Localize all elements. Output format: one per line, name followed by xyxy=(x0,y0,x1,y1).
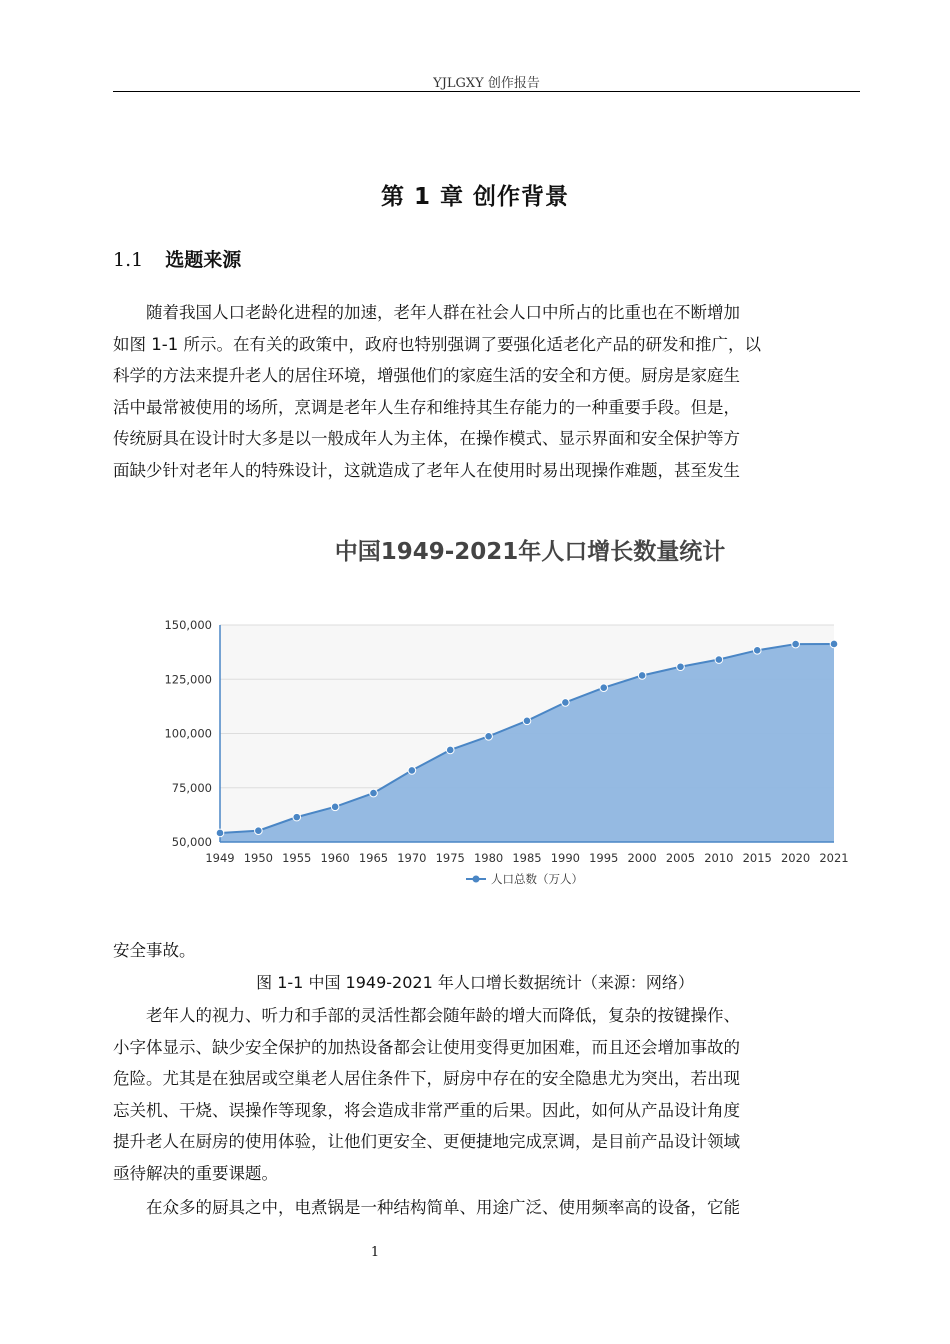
data-point xyxy=(216,829,224,837)
x-tick-label: 2010 xyxy=(704,851,734,865)
section-number: 1.1 xyxy=(113,249,144,271)
paragraph-3 xyxy=(113,1192,845,1224)
data-point xyxy=(600,684,608,692)
data-point xyxy=(638,672,646,680)
x-tick-label: 1985 xyxy=(512,851,542,865)
x-tick-label: 2015 xyxy=(742,851,772,865)
x-tick-label: 1970 xyxy=(397,851,427,865)
paragraph-1 xyxy=(113,297,845,486)
x-tick-label: 1955 xyxy=(282,851,312,865)
x-tick-label: 2005 xyxy=(665,851,696,865)
paragraph-line: 传统厨具在设计时大多是以一般成年人为主体，在操作模式、显示界面和安全保护等方 xyxy=(113,429,740,448)
x-tick-label: 1950 xyxy=(243,851,274,865)
data-point xyxy=(408,767,416,775)
data-point xyxy=(446,746,454,754)
y-tick-label: 50,000 xyxy=(171,835,212,849)
paragraph-line: 危险。尤其是在独居或空巢老人居住条件下，厨房中存在的安全隐患尤为突出，若出现 xyxy=(113,1069,740,1088)
paragraph-line: 面缺少针对老年人的特殊设计，这就造成了老年人在使用时易出现操作难题，甚至发生 xyxy=(113,460,740,480)
section-title: 选题来源 xyxy=(165,249,242,271)
data-point xyxy=(331,803,339,811)
population-chart xyxy=(150,515,855,885)
paragraph-line: 在众多的厨具之中，电煮锅是一种结构简单、用途广泛、使用频率高的设备，它能 xyxy=(146,1198,740,1217)
paragraph-line: 活中最常被使用的场所，烹调是老年人生存和维持其生存能力的一种重要手段。但是， xyxy=(113,397,740,417)
chart-legend xyxy=(466,872,583,885)
x-tick-label: 1980 xyxy=(473,851,504,865)
paragraph-1-tail xyxy=(113,935,845,967)
y-tick-label: 125,000 xyxy=(164,672,212,687)
chapter-title: 第 1 章 创作背景 xyxy=(380,184,570,210)
paragraph-line: 随着我国人口老龄化进程的加速，老年人群在社会人口中所占的比重也在不断增加 xyxy=(146,303,740,322)
paragraph-line: 如图 1-1 所示。在有关的政策中，政府也特别强调了要强化适老化产品的研发和推广，以 xyxy=(113,334,761,354)
data-point xyxy=(677,663,685,671)
paragraph-line: 提升老人在厨房的使用体验，让他们更安全、更便捷地完成烹调，是目前产品设计领域 xyxy=(113,1132,740,1151)
chart-title: 中国1949-2021年人口增长数量统计 xyxy=(334,539,726,565)
data-point xyxy=(293,813,301,821)
data-point xyxy=(792,640,800,648)
paragraph-line: 安全事故。 xyxy=(113,941,196,960)
chart-svg xyxy=(150,515,855,885)
data-point xyxy=(753,647,761,655)
y-tick-label: 100,000 xyxy=(164,726,212,741)
paragraph-line: 忘关机、干烧、误操作等现象，将会造成非常严重的后果。因此，如何从产品设计角度 xyxy=(113,1100,740,1120)
paragraph-line: 老年人的视力、听力和手部的灵活性都会随年龄的增大而降低，复杂的按键操作、 xyxy=(146,1006,740,1025)
data-point xyxy=(255,827,263,835)
legend-marker xyxy=(473,876,480,883)
x-tick-label: 2021 xyxy=(819,851,849,865)
x-tick-label: 1990 xyxy=(550,851,581,865)
x-tick-label: 1975 xyxy=(435,851,465,865)
y-tick-label: 75,000 xyxy=(171,780,212,795)
y-tick-label: 150,000 xyxy=(164,618,212,632)
x-tick-label: 1995 xyxy=(589,851,619,865)
x-tick-label: 2000 xyxy=(627,851,657,865)
x-tick-label: 1960 xyxy=(320,851,350,865)
figure-caption: 图 1-1 中国 1949-2021 年人口增长数据统计（来源：网络） xyxy=(256,973,694,992)
data-point xyxy=(485,733,493,741)
paragraph-line: 科学的方法来提升老人的居住环境，增强他们的家庭生活的安全和方便。厨房是家庭生 xyxy=(113,366,740,385)
page-number: 1 xyxy=(370,1245,380,1260)
data-point xyxy=(562,699,570,707)
paragraph-line: 亟待解决的重要课题。 xyxy=(113,1163,278,1183)
data-point xyxy=(523,717,531,725)
legend-label: 人口总数（万人） xyxy=(491,872,583,885)
data-point xyxy=(715,656,723,664)
x-tick-label: 2020 xyxy=(780,851,811,865)
data-point xyxy=(370,789,378,797)
x-tick-label: 1949 xyxy=(205,851,235,865)
data-point xyxy=(830,640,838,648)
section-heading xyxy=(113,245,241,272)
paragraph-2 xyxy=(113,1000,845,1189)
page-header: YJLGXY 创作报告 xyxy=(433,76,540,91)
x-tick-label: 1965 xyxy=(358,851,389,865)
header-rule xyxy=(113,91,860,92)
paragraph-line: 小字体显示、缺少安全保护的加热设备都会让使用变得更加困难，而且还会增加事故的 xyxy=(113,1037,740,1057)
